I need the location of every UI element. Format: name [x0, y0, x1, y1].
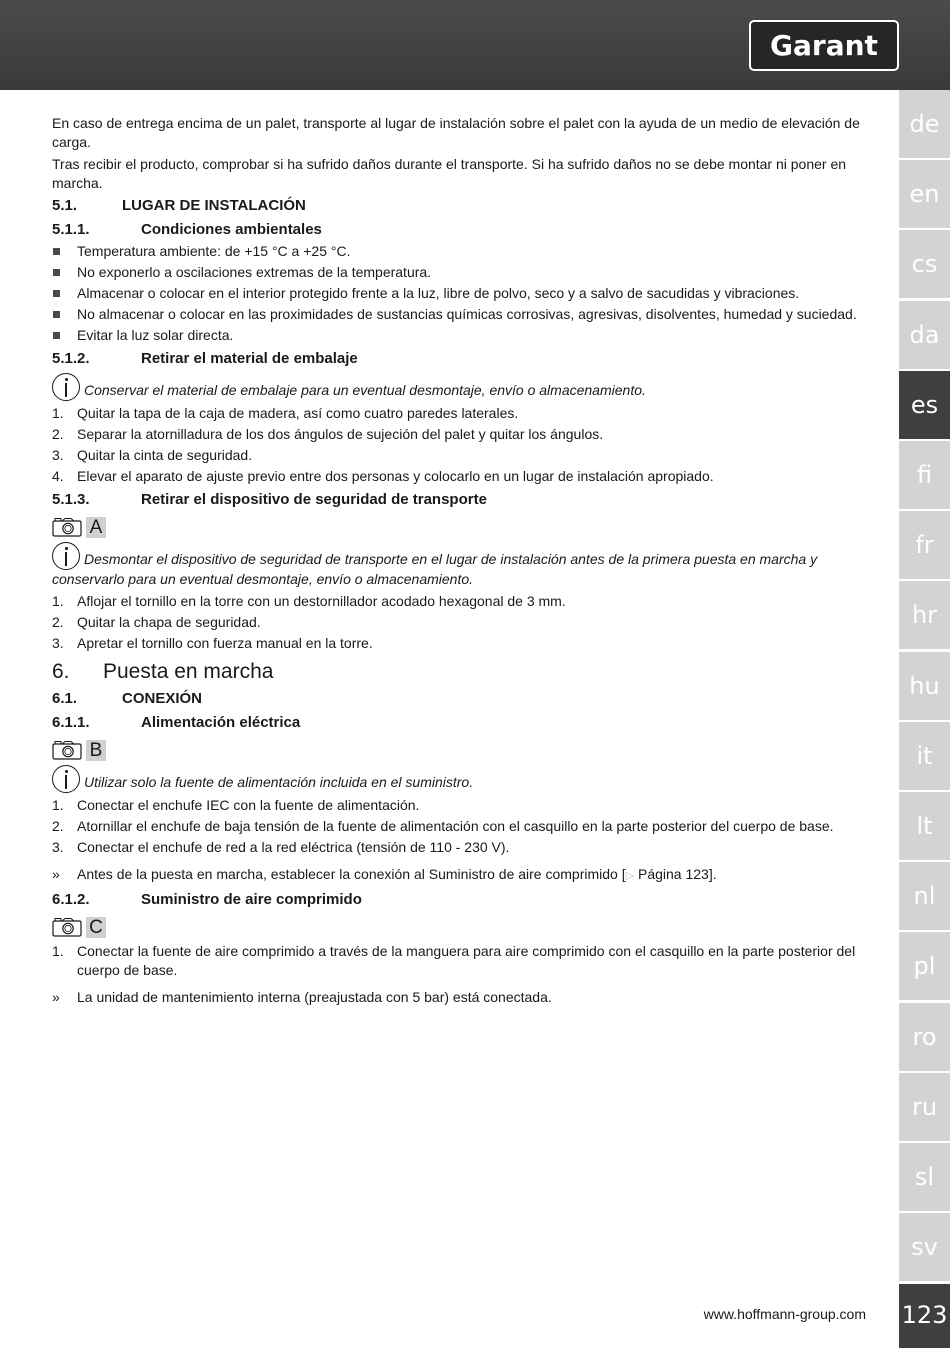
chapter-heading — [52, 658, 867, 686]
list-item — [52, 263, 867, 282]
section-title: Condiciones ambientales — [141, 221, 322, 238]
result-symbol: » — [52, 866, 60, 882]
language-tab-cs[interactable]: cs — [899, 230, 950, 298]
step-item — [52, 592, 867, 611]
step-number: 1. — [52, 943, 64, 959]
garant-logo: Garant — [749, 20, 899, 71]
step-list — [52, 592, 867, 653]
info-icon — [52, 765, 80, 793]
step-list — [52, 404, 867, 486]
language-tab-de[interactable]: de — [899, 90, 950, 158]
section-title: Suministro de aire comprimido — [141, 891, 362, 908]
language-tab-pl[interactable]: pl — [899, 932, 950, 1000]
language-tab-nl[interactable]: nl — [899, 862, 950, 930]
list-item-text: No exponerlo a oscilaciones extremas de la temperatura. — [77, 264, 432, 280]
result-list — [52, 988, 867, 1007]
step-item — [52, 446, 867, 465]
step-number: 3. — [52, 635, 64, 651]
step-item — [52, 404, 867, 423]
language-tab-en[interactable]: en — [899, 160, 950, 228]
figure-reference — [52, 916, 867, 938]
language-tab-ro[interactable]: ro — [899, 1003, 950, 1071]
step-number: 2. — [52, 426, 64, 442]
figure-reference — [52, 739, 867, 761]
language-tab-hr[interactable]: hr — [899, 581, 950, 649]
list-item — [52, 326, 867, 345]
step-item — [52, 817, 867, 836]
section-title: CONEXIÓN — [122, 690, 203, 707]
step-number: 4. — [52, 468, 64, 484]
subsection-heading — [52, 220, 867, 240]
square-bullet-icon — [53, 248, 60, 255]
language-tab-sv[interactable]: sv — [899, 1213, 950, 1281]
section-title: Retirar el material de embalaje — [141, 350, 358, 367]
section-heading — [52, 689, 867, 709]
section-number: 5.1.3. — [52, 491, 90, 508]
subsection-heading — [52, 490, 867, 510]
page-header — [0, 0, 950, 90]
step-text: Quitar la cinta de seguridad. — [77, 447, 253, 463]
step-text: Quitar la chapa de seguridad. — [77, 614, 261, 630]
step-text: Conectar la fuente de aire comprimido a través de la manguera para aire comprimido con el casquillo en la parte posterior del cuerpo de base. — [77, 943, 856, 978]
list-item — [52, 242, 867, 261]
list-item — [52, 284, 867, 303]
figure-reference — [52, 516, 867, 538]
page-content — [52, 114, 867, 1009]
language-tab-hu[interactable]: hu — [899, 652, 950, 720]
result-text: Antes de la puesta en marcha, establecer la conexión al Suministro de aire comprimido [ — [77, 866, 626, 882]
step-item — [52, 467, 867, 486]
info-icon — [52, 542, 80, 570]
subsection-heading — [52, 713, 867, 733]
step-text: Atornillar el enchufe de baja tensión de la fuente de alimentación con el casquillo en la parte posterior del cuerpo de base. — [77, 818, 834, 834]
step-text: Apretar el tornillo con fuerza manual en la torre. — [77, 635, 373, 651]
section-heading — [52, 196, 867, 216]
step-number: 3. — [52, 839, 64, 855]
section-number: 6.1. — [52, 690, 78, 707]
bullet-list — [52, 242, 867, 345]
section-number: 5.1.1. — [52, 221, 90, 238]
list-item-text: Temperatura ambiente: de +15 °C a +25 °C. — [77, 243, 351, 259]
step-number: 3. — [52, 447, 64, 463]
section-number: 5.1.2. — [52, 350, 90, 367]
step-text: Aflojar el tornillo en la torre con un destornillador acodado hexagonal de 3 mm. — [77, 593, 566, 609]
language-sidebar — [899, 90, 950, 1348]
step-list — [52, 942, 867, 980]
result-text: La unidad de mantenimiento interna (preajustada con 5 bar) está conectada. — [77, 989, 552, 1005]
intro-paragraph: Tras recibir el producto, comprobar si ha sufrido daños durante el transporte. Si ha sufrido daños no se debe montar ni poner en marcha. — [52, 156, 847, 191]
list-item — [52, 305, 867, 324]
language-tab-it[interactable]: it — [899, 722, 950, 790]
step-text: Conectar el enchufe IEC con la fuente de alimentación. — [77, 797, 420, 813]
language-tab-lt[interactable]: lt — [899, 792, 950, 860]
camera-icon — [52, 740, 82, 760]
step-number: 1. — [52, 797, 64, 813]
info-note — [52, 542, 867, 589]
chapter-title: Puesta en marcha — [103, 660, 274, 683]
list-item-text: Evitar la luz solar directa. — [77, 327, 234, 343]
info-note-text: Conservar el material de embalaje para un eventual desmontaje, envío o almacenamiento. — [84, 382, 646, 398]
section-number: 6.1.2. — [52, 891, 90, 908]
language-tab-es[interactable]: es — [899, 371, 950, 439]
square-bullet-icon — [53, 311, 60, 318]
info-note — [52, 765, 867, 793]
step-item — [52, 796, 867, 815]
figure-letter: A — [86, 517, 106, 538]
result-symbol: » — [52, 989, 60, 1005]
step-number: 2. — [52, 818, 64, 834]
language-tab-ru[interactable]: ru — [899, 1073, 950, 1141]
info-note-text: Desmontar el dispositivo de seguridad de transporte en el lugar de instalación antes de la primera puesta en marcha y conservarlo para un eventual desmontaje, envío o almacenamiento. — [52, 551, 818, 587]
step-text: Separar la atornilladura de los dos ángulos de sujeción del palet y quitar los ángulos. — [77, 426, 604, 442]
page-number: 123 — [899, 1284, 950, 1348]
figure-letter: C — [86, 917, 106, 938]
list-item-text: Almacenar o colocar en el interior protegido frente a la luz, libre de polvo, seco y a salvo de sacudidas y vibraciones. — [77, 285, 800, 301]
square-bullet-icon — [53, 332, 60, 339]
section-title: LUGAR DE INSTALACIÓN — [122, 197, 306, 214]
step-number: 1. — [52, 405, 64, 421]
camera-icon — [52, 917, 82, 937]
info-icon — [52, 373, 80, 401]
section-title: Retirar el dispositivo de seguridad de transporte — [141, 491, 487, 508]
result-item — [52, 988, 867, 1007]
language-tab-da[interactable]: da — [899, 301, 950, 369]
page-reference-link[interactable]: Página 123 — [637, 866, 709, 882]
figure-letter: B — [86, 740, 106, 761]
step-item — [52, 613, 867, 632]
language-tab-sl[interactable]: sl — [899, 1143, 950, 1211]
square-bullet-icon — [53, 269, 60, 276]
language-tab-fr[interactable]: fr — [899, 511, 950, 579]
step-text: Conectar el enchufe de red a la red eléctrica (tensión de 110 - 230 V). — [77, 839, 510, 855]
list-item-text: No almacenar o colocar en las proximidades de sustancias químicas corrosivas, agresivas, disolventes, humedad y suciedad. — [77, 306, 857, 322]
square-bullet-icon — [53, 290, 60, 297]
section-number: 5.1. — [52, 197, 78, 214]
step-item — [52, 838, 867, 857]
subsection-heading — [52, 890, 867, 910]
section-number: 6.1.1. — [52, 714, 90, 731]
section-title: Alimentación eléctrica — [141, 714, 301, 731]
intro-paragraph: En caso de entrega encima de un palet, transporte al lugar de instalación sobre el palet con la ayuda de un medio de elevación de carga. — [52, 115, 860, 150]
info-note — [52, 373, 867, 401]
step-item — [52, 942, 867, 980]
page-ref-arrow-icon: ▷ — [625, 870, 635, 882]
step-number: 1. — [52, 593, 64, 609]
result-list — [52, 865, 867, 886]
step-text: Quitar la tapa de la caja de madera, así como cuatro paredes laterales. — [77, 405, 519, 421]
step-item — [52, 634, 867, 653]
subsection-heading — [52, 349, 867, 369]
footer-url[interactable]: www.hoffmann-group.com — [703, 1306, 866, 1322]
step-text: Elevar el aparato de ajuste previo entre dos personas y colocarlo en un lugar de instalación apropiado. — [77, 468, 714, 484]
camera-icon — [52, 517, 82, 537]
chapter-number: 6. — [52, 660, 70, 683]
result-item — [52, 865, 867, 886]
step-item — [52, 425, 867, 444]
step-list — [52, 796, 867, 857]
language-tab-fi[interactable]: fi — [899, 441, 950, 509]
result-text-end: ]. — [708, 866, 717, 882]
info-note-text: Utilizar solo la fuente de alimentación incluida en el suministro. — [84, 774, 474, 790]
step-number: 2. — [52, 614, 64, 630]
